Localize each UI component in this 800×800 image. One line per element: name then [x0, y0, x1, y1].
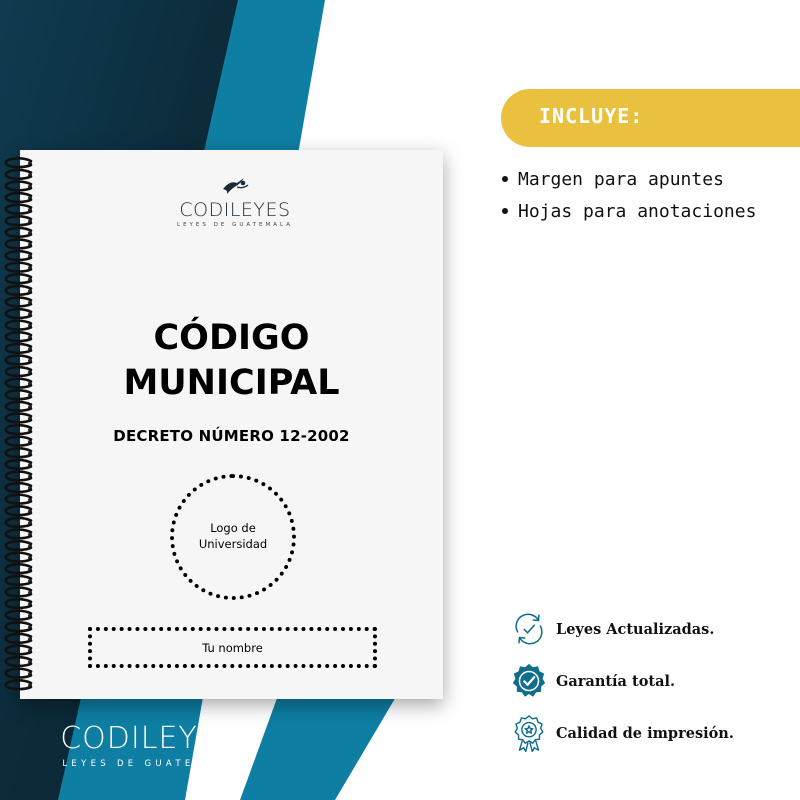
binding-loop: [6, 506, 31, 515]
binding-loop: [6, 518, 31, 527]
list-item: [500, 166, 756, 198]
binding-loop: [6, 332, 31, 341]
binding-loop: [6, 646, 31, 655]
binding-loop: [6, 193, 31, 202]
cover-decree: DECRETO NÚMERO 12-2002: [113, 427, 350, 445]
binding-loop: [6, 286, 31, 295]
footer-brand-subtitle: LEYES DE GUATEMALA: [62, 759, 236, 769]
binding-loop: [6, 564, 31, 573]
includes-item-text: Margen para apuntes: [518, 169, 724, 190]
binding-loop: [6, 216, 31, 225]
feature-total-guarantee: [510, 661, 675, 701]
footer-brand-name: CODILEYES: [60, 721, 238, 756]
logo-placeholder-line2: Universidad: [198, 537, 268, 551]
binding-loop: [6, 472, 31, 481]
binding-loop: [6, 669, 31, 678]
binding-loop: [6, 182, 31, 191]
binding-loop: [6, 228, 31, 237]
cover-title-line2: MUNICIPAL: [123, 363, 340, 403]
binding-loop: [6, 414, 31, 423]
includes-list: [500, 166, 756, 230]
binding-loop: [6, 541, 31, 550]
list-item: [500, 198, 756, 230]
cover-brand-name: CODILEYES: [179, 199, 291, 221]
blue-bottom-wedge: [240, 690, 400, 800]
binding-loop: [6, 356, 31, 365]
name-placeholder: Tu nombre: [202, 640, 263, 655]
logo-placeholder-line1: Logo de: [210, 521, 256, 536]
binding-loop: [6, 553, 31, 562]
binding-loop: [6, 321, 31, 330]
binding-loop: [6, 680, 31, 689]
binding-loop: [6, 657, 31, 666]
bullet-dot: [502, 208, 508, 214]
bullet-dot: [502, 176, 508, 182]
binding-loop: [6, 483, 31, 492]
includes-item-text: Hojas para anotaciones: [518, 201, 757, 222]
binding-loop: [6, 205, 31, 214]
binding-loop: [6, 367, 31, 376]
feature-text: Leyes Actualizadas.: [556, 620, 715, 638]
binding-loop: [6, 379, 31, 388]
binding-loop: [6, 611, 31, 620]
name-placeholder-box: [88, 627, 377, 668]
binding-loop: [6, 622, 31, 631]
quality-award-icon: [510, 714, 548, 752]
includes-badge: [501, 89, 800, 147]
binding-loop: [6, 588, 31, 597]
footer-brand: [54, 721, 244, 769]
binding-loop: [6, 170, 31, 179]
runner-logo-icon: [219, 174, 251, 196]
logo-placeholder-circle: [170, 474, 296, 600]
binding-loop: [6, 437, 31, 446]
binding-loop: [6, 402, 31, 411]
cover-title-line1: CÓDIGO: [153, 318, 310, 358]
cover-brand-subtitle: LEYES DE GUATEMALA: [177, 222, 293, 228]
refresh-cycle-icon: [510, 610, 548, 648]
feature-text: Calidad de impresión.: [556, 724, 734, 742]
notebook-cover: [20, 150, 443, 699]
binding-loop: [6, 390, 31, 399]
binding-loop: [6, 495, 31, 504]
binding-loop: [6, 530, 31, 539]
binding-loop: [6, 576, 31, 585]
spiral-binding: [0, 150, 45, 699]
binding-loop: [6, 344, 31, 353]
binding-loop: [6, 309, 31, 318]
binding-loop: [6, 263, 31, 272]
binding-loop: [6, 599, 31, 608]
binding-loop: [6, 425, 31, 434]
binding-loop: [6, 634, 31, 643]
binding-loop: [6, 298, 31, 307]
feature-updated-laws: [510, 609, 714, 649]
binding-loop: [6, 240, 31, 249]
cover-logo: [160, 174, 310, 228]
includes-label: INCLUYE:: [539, 104, 644, 128]
feature-print-quality: [510, 713, 734, 753]
binding-loop: [6, 251, 31, 260]
binding-loop: [6, 448, 31, 457]
feature-text: Garantía total.: [556, 672, 676, 690]
verified-check-badge-icon: [510, 662, 548, 700]
binding-loop: [6, 274, 31, 283]
binding-loop: [6, 460, 31, 469]
binding-loop: [6, 158, 31, 167]
